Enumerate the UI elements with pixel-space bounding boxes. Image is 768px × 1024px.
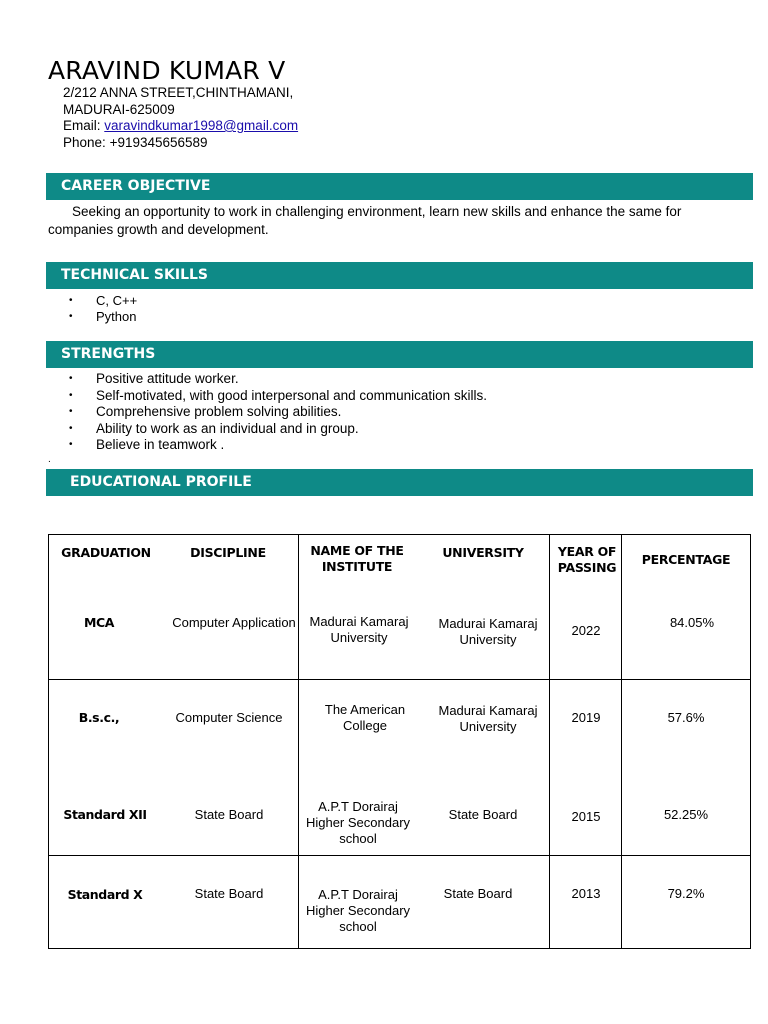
education-table	[48, 534, 751, 949]
address-line-2: MADURAI-625009	[63, 101, 175, 117]
section-header-technical-skills: TECHNICAL SKILLS	[46, 262, 753, 289]
list-item: • Believe in teamwork .	[66, 437, 487, 454]
list-item: • C, C++	[66, 293, 137, 309]
table-header-percentage: PERCENTAGE	[641, 552, 731, 567]
table-row-divider	[49, 679, 750, 680]
table-cell-percentage: 52.25%	[663, 807, 709, 822]
table-cell-year: 2015	[571, 809, 601, 824]
table-cell-year: 2013	[571, 886, 601, 901]
table-header-institute: NAME OF THE INSTITUTE	[310, 543, 404, 574]
table-cell-percentage: 79.2%	[667, 886, 705, 901]
section-header-strengths: STRENGTHS	[46, 341, 753, 368]
list-item: • Self-motivated, with good interpersonal and communication skills.	[66, 388, 487, 405]
table-cell-year: 2022	[571, 623, 601, 638]
table-cell-university: State Board	[443, 886, 513, 901]
table-cell-year: 2019	[571, 710, 601, 725]
email-line	[63, 118, 298, 135]
phone-line	[63, 135, 298, 152]
contact-block	[63, 85, 298, 151]
table-header-university: UNIVERSITY	[442, 545, 524, 560]
address-line-1: 2/212 ANNA STREET,CHINTHAMANI,	[63, 85, 294, 100]
table-header-graduation: GRADUATION	[61, 545, 151, 560]
email-label: Email:	[63, 118, 101, 133]
table-cell-institute: A.P.T Dorairaj Higher Secondary school	[305, 799, 411, 846]
table-cell-percentage: 57.6%	[667, 710, 705, 725]
table-cell-discipline: Computer Science	[175, 710, 283, 725]
table-cell-graduation: MCA	[83, 615, 115, 630]
table-cell-institute: A.P.T Dorairaj Higher Secondary school	[305, 887, 411, 934]
table-cell-university: Madurai Kamaraj University	[438, 703, 538, 734]
list-item: • Positive attitude worker.	[66, 371, 487, 388]
table-cell-institute: Madurai Kamaraj University	[309, 614, 409, 645]
table-cell-institute: The American College	[324, 702, 406, 733]
table-cell-university: Madurai Kamaraj University	[438, 616, 538, 647]
table-cell-percentage: 84.05%	[669, 615, 715, 630]
technical-skills-list	[66, 293, 137, 325]
list-item: • Python	[66, 309, 137, 325]
phone-label: Phone:	[63, 134, 106, 150]
strengths-list	[66, 371, 487, 454]
table-cell-university: State Board	[448, 807, 518, 822]
list-item: • Ability to work as an individual and in group.	[66, 421, 487, 438]
table-cell-graduation: Standard X	[67, 887, 143, 902]
career-objective-text: Seeking an opportunity to work in challenging environment, learn new skills and enhance the same for companies growth and development.	[48, 204, 682, 237]
table-cell-discipline: State Board	[194, 807, 264, 822]
list-item: • Comprehensive problem solving abilities.	[66, 404, 487, 421]
table-row-divider	[49, 855, 750, 856]
table-cell-graduation: B.s.c.,	[78, 710, 120, 725]
table-cell-discipline: State Board	[194, 886, 264, 901]
phone-value: +919345656589	[109, 134, 208, 150]
resume-name: ARAVIND KUMAR V	[48, 56, 286, 85]
table-header-discipline: DISCIPLINE	[190, 545, 266, 560]
section-header-career-objective: CAREER OBJECTIVE	[46, 173, 753, 200]
table-cell-discipline: Computer Application	[172, 615, 296, 630]
section-header-educational-profile: EDUCATIONAL PROFILE	[46, 469, 753, 496]
email-link[interactable]: varavindkumar1998@gmail.com	[104, 118, 299, 133]
trailing-mark: .	[48, 454, 51, 465]
table-header-year: YEAR OF PASSING	[557, 544, 617, 575]
table-cell-graduation: Standard XII	[63, 807, 147, 822]
